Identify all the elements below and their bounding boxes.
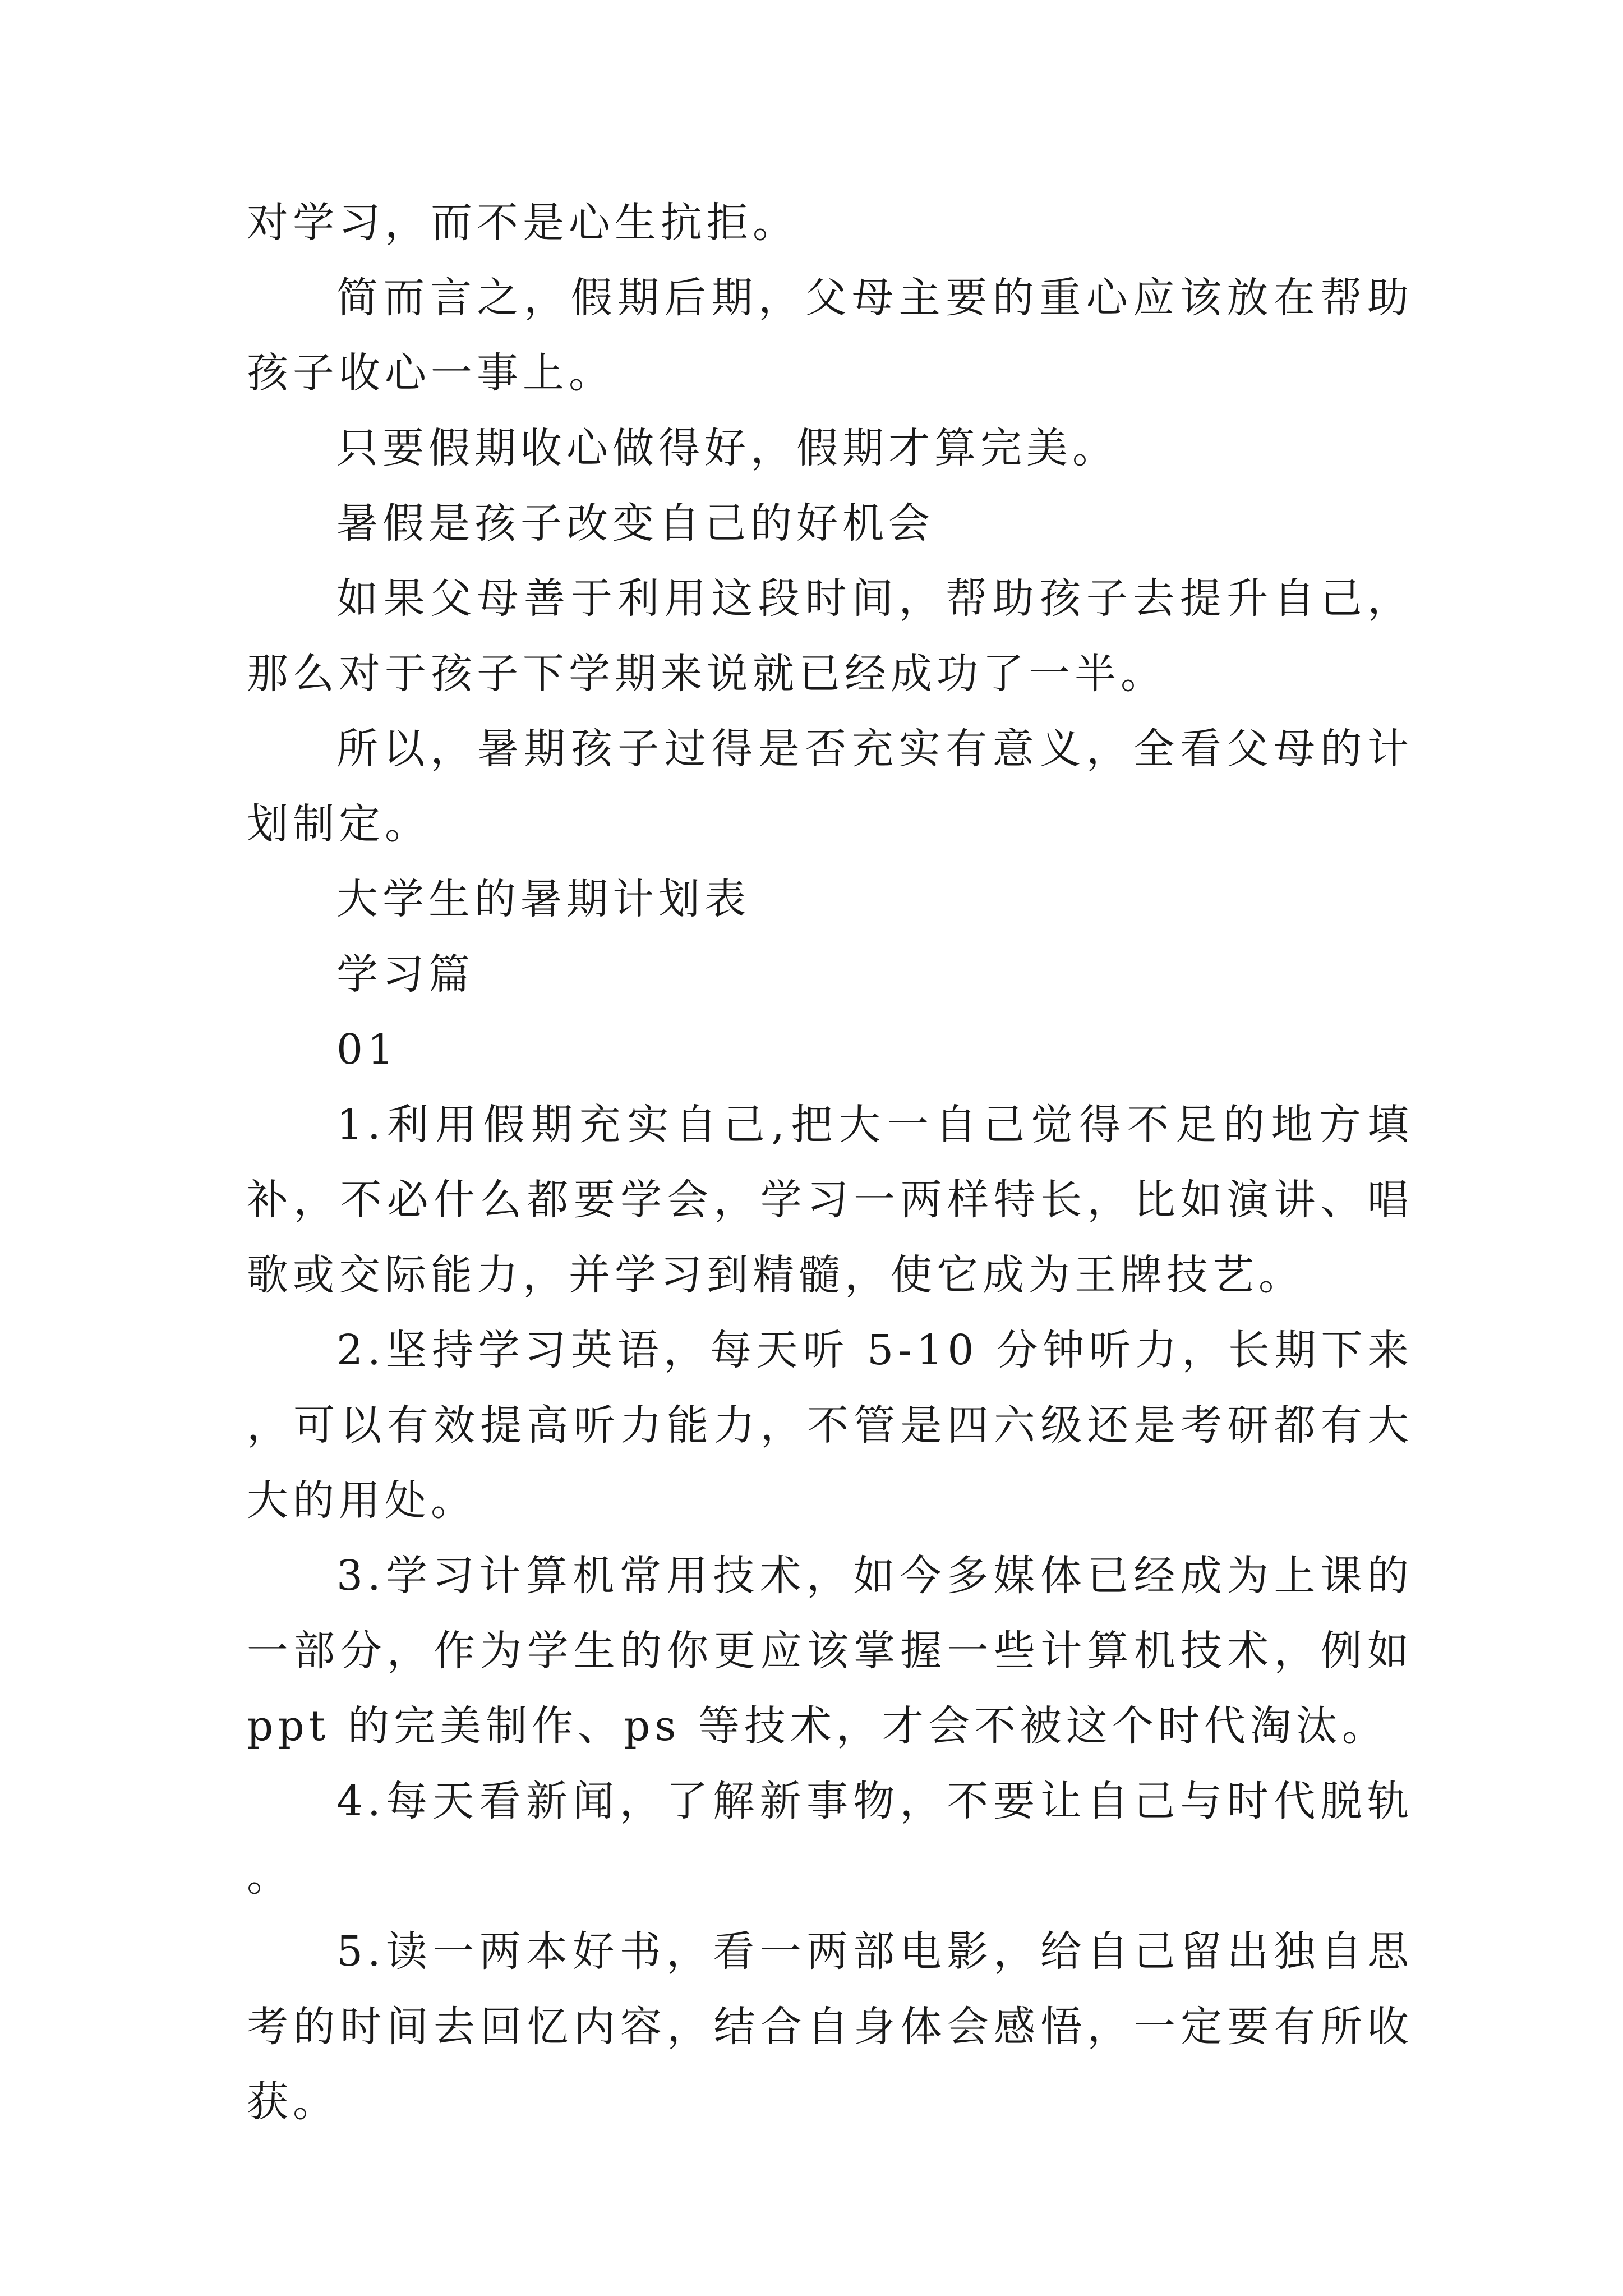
section-heading-summer-opportunity: 暑假是孩子改变自己的好机会 [336,499,934,547]
section-number: 01 [336,1025,399,1074]
paragraph-5: 如果父母善于利用这段时间，帮助孩子去提升自己，那么对于孩子下学期来说就已经成功了一半。 [247,574,1413,698]
paragraph-3: 只要假期收心做得好，假期才算完美。 [336,424,1118,472]
paragraph-1: 对学习，而不是心生抗拒。 [247,199,799,247]
list-item-1: 1.利用假期充实自己,把大一自己觉得不足的地方填补，不必什么都要学会，学习一两样特长，比如演讲、唱歌或交际能力，并学习到精髓，使它成为王牌技艺。 [247,1101,1413,1299]
list-item-5: 5.读一两本好书，看一两部电影，给自己留出独自思考的时间去回忆内容，结合自身体会感悟，一定要有所收获。 [247,1927,1413,2126]
paragraph-2: 简而言之，假期后期，父母主要的重心应该放在帮助孩子收心一事上。 [247,274,1413,397]
section-heading-plan-table: 大学生的暑期计划表 [336,875,750,923]
list-item-3: 3.学习计算机常用技术，如今多媒体已经成为上课的一部分，作为学生的你更应该掌握一些计算机技术，例如 ppt 的完美制作、ps 等技术，才会不被这个时代淘汰。 [247,1552,1413,1750]
document-body [247,185,1413,2139]
list-item-2: 2.坚持学习英语，每天听 5-10 分钟听力，长期下来，可以有效提高听力能力，不管是四六级还是考研都有大大的用处。 [247,1326,1413,1525]
list-item-4: 4.每天看新闻，了解新事物，不要让自己与时代脱轨。 [247,1777,1413,1901]
paragraph-6: 所以，暑期孩子过得是否充实有意义，全看父母的计划制定。 [247,725,1413,848]
section-heading-study: 学习篇 [336,950,474,999]
